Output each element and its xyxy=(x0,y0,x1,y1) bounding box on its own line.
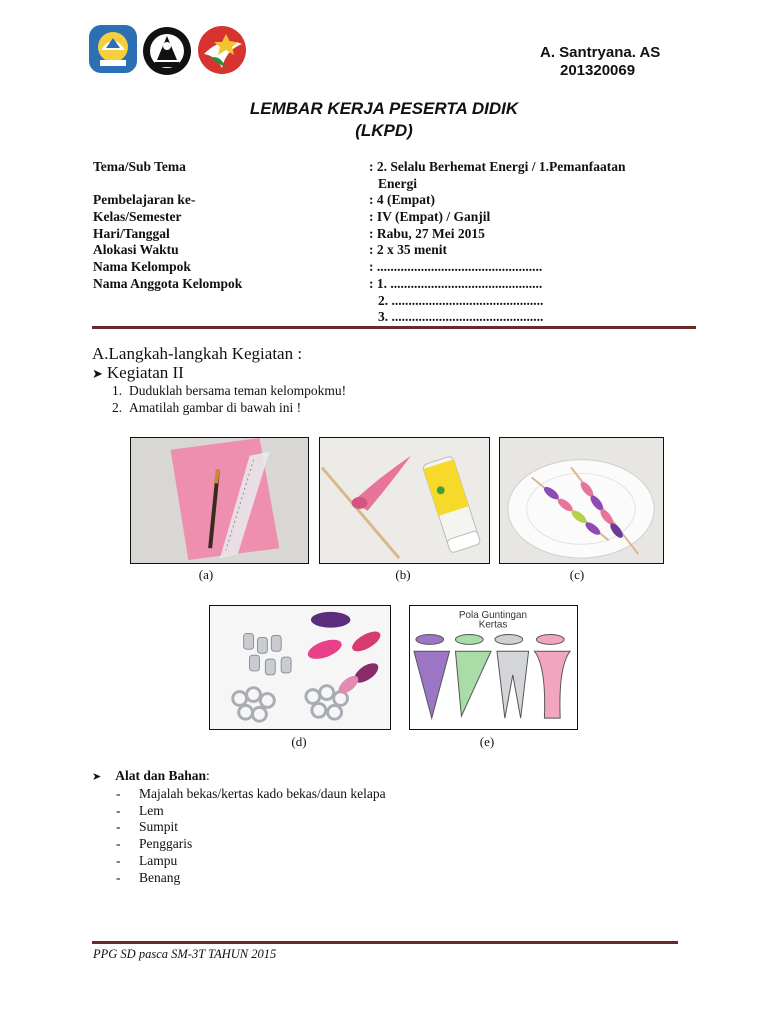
materials-heading-text: Alat dan Bahan xyxy=(115,768,207,783)
list-item: - Lem xyxy=(116,803,386,820)
step-item: 1. Duduklah bersama teman kelompokmu! xyxy=(112,383,347,398)
list-item: - Benang xyxy=(116,870,386,887)
list-item: - Lampu xyxy=(116,853,386,870)
caption-b: (b) xyxy=(395,567,411,582)
author-nim: 201320069 xyxy=(560,62,636,79)
arrow-bullet-icon: ➤ xyxy=(92,367,103,382)
picture-c-beads-plate xyxy=(499,437,664,564)
header-logos xyxy=(88,24,250,78)
picture-a-paper-pencil-ruler xyxy=(130,437,309,564)
header-divider xyxy=(92,326,696,329)
info-row-member-3: 3. ............................................. xyxy=(378,309,544,325)
caption-a: (a) xyxy=(198,567,214,582)
author-name: A. Santryana. AS xyxy=(540,44,661,61)
info-row-theme-cont: Energi xyxy=(378,175,417,191)
picture-b-skewer-glue xyxy=(319,437,490,564)
caption-e: (e) xyxy=(479,734,495,749)
list-item: - Majalah bekas/kertas kado bekas/daun kelapa xyxy=(116,786,386,803)
caption-c: (c) xyxy=(569,567,585,582)
footer-text: PPG SD pasca SM-3T TAHUN 2015 xyxy=(93,947,277,961)
picture-e-cutting-patterns xyxy=(409,605,578,730)
sm3t-logo-icon xyxy=(196,24,248,76)
pattern-title-line-2: Kertas xyxy=(478,619,508,631)
step-list xyxy=(112,383,346,416)
pattern-title-line-1: Pola Guntingan xyxy=(458,609,528,621)
university-logo-icon xyxy=(142,24,192,78)
page-title xyxy=(0,98,768,142)
info-row-duration: Alokasi Waktu : 2 x 35 menit xyxy=(93,242,447,258)
author-block xyxy=(540,44,680,80)
materials-heading xyxy=(92,768,386,786)
list-item: - Sumpit xyxy=(116,819,386,836)
picture-d-findings-beads xyxy=(209,605,391,730)
activity-title: Kegiatan II xyxy=(106,363,184,382)
info-row-member-2: 2. ............................................. xyxy=(378,292,544,308)
arrow-bullet-icon: ➤ xyxy=(92,770,102,783)
info-row-member-1: Nama Anggota Kelompok : 1. ............................................. xyxy=(93,275,543,291)
materials-list xyxy=(116,786,386,887)
title-line-1: LEMBAR KERJA PESERTA DIDIK xyxy=(249,99,519,118)
info-row-lesson: Pembelajaran ke- : 4 (Empat) xyxy=(93,192,435,208)
title-line-2: (LKPD) xyxy=(355,121,413,140)
section-heading: A.Langkah-langkah Kegiatan : xyxy=(92,344,303,363)
info-row-group: Nama Kelompok : ................................................. xyxy=(93,259,543,275)
materials-heading-colon: : xyxy=(206,768,210,783)
step-item: 2. Amatilah gambar di bawah ini ! xyxy=(112,399,302,415)
caption-d: (d) xyxy=(291,734,307,749)
materials-section xyxy=(92,768,386,887)
tut-wuri-logo-icon xyxy=(88,24,138,74)
list-item: - Penggaris xyxy=(116,836,386,853)
footer-divider xyxy=(92,941,678,944)
info-row-theme: Tema/Sub Tema : 2. Selalu Berhemat Energi / 1.Pemanfaatan xyxy=(93,159,626,174)
info-row-date: Hari/Tanggal : Rabu, 27 Mei 2015 xyxy=(93,225,485,241)
activity-heading xyxy=(92,363,184,385)
identity-table xyxy=(93,159,693,326)
info-row-class: Kelas/Semester : IV (Empat) / Ganjil xyxy=(93,209,491,225)
